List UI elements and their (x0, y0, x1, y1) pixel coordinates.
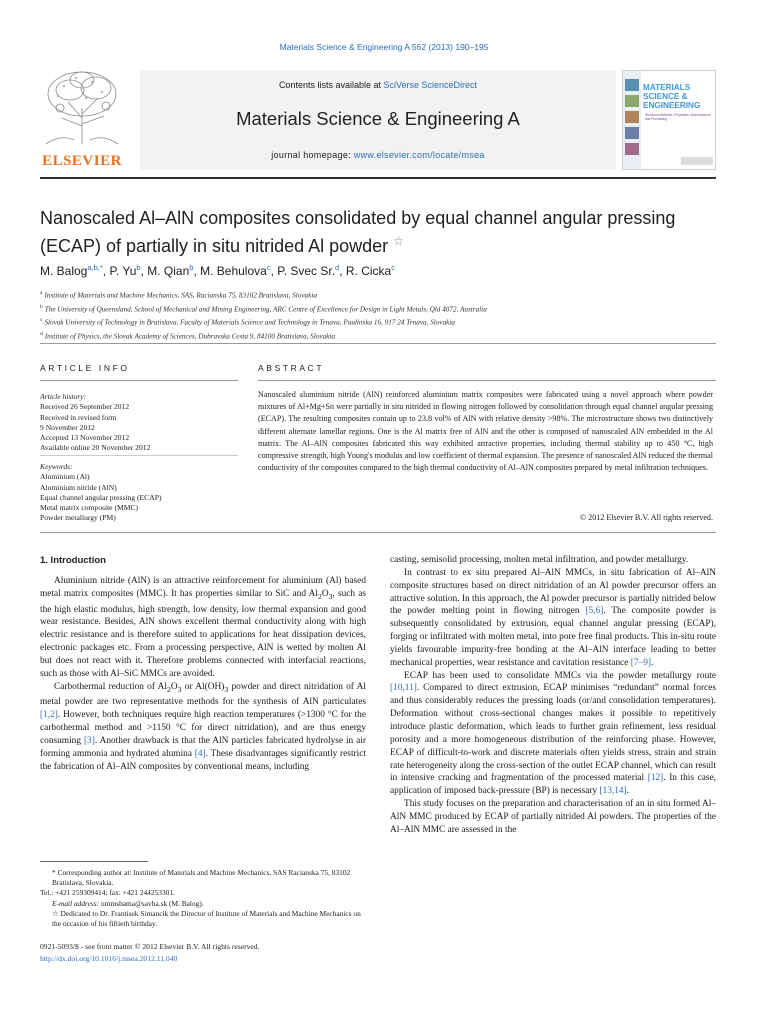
abstract-rule (258, 380, 716, 381)
author-list (40, 263, 720, 278)
article-history (40, 392, 240, 454)
subscript: 2 (167, 684, 171, 694)
abstract-heading: ABSTRACT (258, 363, 325, 373)
elsevier-wordmark: ELSEVIER (42, 153, 122, 169)
title-divider (40, 343, 716, 344)
cover-subtitle: Structural Materials: Properties, Microstructure and Processing (645, 113, 711, 121)
author-affiliation-mark[interactable]: d (335, 263, 340, 272)
email-address[interactable]: ummsbama@savba.sk (M. Balog). (101, 898, 204, 908)
footnote-rule (40, 861, 148, 862)
keywords-block (40, 462, 240, 524)
history-item: Available online 20 November 2012 (40, 443, 151, 453)
footnotes (40, 868, 370, 929)
author-affiliation-mark[interactable]: b (189, 263, 194, 272)
affiliation-tag: a (40, 290, 43, 296)
journal-cover-thumbnail[interactable] (622, 70, 716, 170)
keywords-label: Keywords: (40, 462, 73, 471)
email-label: E-mail address: (52, 898, 100, 908)
keyword-item: Aluminium (Al) (40, 472, 90, 482)
affiliation-text: Slovak University of Technology in Bratislava, Faculty of Materials Science and Technology in Trnava, Paulinska 16, 917 24 Trnava, Slovakia (44, 318, 455, 327)
subscript: 3 (177, 684, 182, 694)
history-items (40, 402, 240, 453)
citation-link[interactable]: [1,2] (40, 710, 58, 721)
author-name[interactable]: M. Behulova (200, 264, 267, 278)
article-info-heading: ARTICLE INFO (40, 363, 130, 373)
citation-link[interactable]: [4] (194, 748, 206, 759)
corresponding-author-mark[interactable]: * (99, 263, 103, 272)
dedication-star-icon: ☆ (52, 908, 59, 918)
footnote-tel: Tel.: +421 259309414; fax: +421 244253301. (40, 888, 175, 898)
keyword-item: Equal channel angular pressing (ECAP) (40, 492, 162, 502)
citation-link[interactable]: [3] (83, 735, 95, 746)
article-title (40, 207, 680, 258)
author-affiliation-mark[interactable]: b (136, 263, 141, 272)
body-paragraph: Carbothermal reduction of $Al_2O_3$ or $Al(OH)_3$ powder and direct nitridation of Al metal powder are two representative methods for the synthesis of AlN particulates [1,2]. However, both techniques require high reaction temperatures (>1300 °C for the carbothermal method and >1150 °C for direct nitridation), and are thus energy consuming [3]. Another drawback is that the AlN particles fabricated hydrolyse in air forming ammonia and hydrated alumina [4]. These disadvantages significantly restrict the fabrication of Al–AlN composites by conventional means, including (40, 681, 367, 772)
affiliation-tag: c (40, 317, 43, 324)
cover-title: MATERIALS SCIENCE & ENGINEERING (643, 83, 701, 110)
header-divider (40, 177, 716, 179)
affiliation-tag: d (40, 331, 43, 338)
body-paragraph: casting, semisolid processing, molten metal infiltration, and powder metallurgy. (390, 555, 689, 565)
abstract-text: Nanoscaled aluminium nitride (AlN) reinforced aluminium matrix composites were fabricated using a novel approach where powder mixtures of Al+Mg+Sn were partially in situ nitrided in flowing nitrogen followed by consolidation through equal channel angular pressing (ECAP). The resulting composites contain up to 23.8 vol% of AlN with relative density >98%. The microstructure shows two distinctively different alternate lamellar regions. One is the Al matrix free of AlN and the other is composed of nanoscaled AlN embedded in the Al matrix. The Al–AlN composites fabricated this way exhibited attractive properties, including thermal stability up to 450 °C, high compressive strength, high Young's modulus and low coefficient of thermal expansion. The presence of nanoscaled AlN reduced the thermal conductivity of the composites compared to the high thermal conductivity of Al–AlN composites prepared by metal infiltration techniques. (258, 390, 713, 473)
author-name[interactable]: M. Balog (40, 264, 88, 278)
journal-citation-link[interactable]: Materials Science & Engineering A 562 (2013) 190–195 (279, 42, 489, 52)
author-name[interactable]: P. Svec Sr. (277, 264, 336, 278)
issn-line: 0921-5093/$ - see front matter © 2012 Elsevier B.V. All rights reserved. (40, 942, 260, 951)
journal-homepage (140, 150, 616, 160)
affiliation (40, 329, 720, 343)
corresponding-text: Corresponding author at: Institute of Materials and Machine Mechanics, SAS Racianska 75, 83102 Bratislava, Slovakia. (52, 868, 351, 888)
history-item: Received in revised form (40, 412, 117, 422)
elsevier-logo (40, 68, 124, 168)
footnote-email (40, 899, 370, 909)
footnote-dedication (40, 909, 370, 929)
abstract-bottom-divider (40, 532, 716, 533)
citation-link[interactable]: [5,6] (585, 606, 604, 617)
section-heading-introduction: 1. Introduction (40, 555, 106, 566)
body-paragraph: Aluminium nitride (AlN) is an attractive reinforcement for aluminium (Al) based metal matrix composites (MMC). It has properties similar to SiC and $Al_2O_3$, such as the high elastic modulus, high strength, low density, low thermal expansion and good wear resistance. Besides, AlN shows excellent thermal conductivity along with high electric resistance and is therefore suited to applications for heat dissipation devices, electronic packages etc. From a processing perspective, AlN is wetted by molten Al but does not react with it. Therefore problems connected with interfacial reactions, such as those with Al–SiC MMCs are avoided. (40, 576, 366, 679)
contents-prefix: Contents lists available at (278, 80, 384, 90)
author-affiliation-mark[interactable]: c (266, 263, 271, 272)
homepage-prefix: journal homepage: (271, 150, 354, 160)
body-paragraph: In contrast to ex situ prepared Al–AlN MMCs, in situ fabrication of Al–AlN composite structures based on direct nitridation of an Al powder precursor offers an attractive solution. In this approach, the Al powder precursor is partially nitrided below the powder melting point in flowing nitrogen [5,6]. The composite powder is subsequently consolidated by extrusion, equal channel angular pressing (ECAP), forging or infiltrated with molten metal, into pore free final products. This in-situ route yields favourable impurity-free bonding at the Al–AlN interface leading to better mechanical properties, wear resistance and cavitation resistance [7–9]. (390, 567, 716, 668)
homepage-link[interactable]: www.elsevier.com/locate/msea (353, 150, 485, 160)
dedication-text: Dedicated to Dr. Frantisek Simancik the Director of Institute of Materials and Machine Mechanics on the occasion of his fiftieth birthday. (52, 908, 361, 929)
author-affiliation-mark[interactable]: a,b, (87, 263, 100, 272)
keyword-items (40, 472, 240, 523)
author-affiliation-mark[interactable]: c (391, 263, 395, 272)
author-separator: , (193, 264, 201, 278)
affiliation-tag: b (40, 303, 43, 310)
body-paragraph: ECAP has been used to consolidate MMCs via the powder metallurgy route [10,11]. Compared to direct extrusion, ECAP minimises “redundant” normal forces and thus considerably reduces the pressing loads (or/and consolidation temperatures). Deformation without cross-sectional changes makes it possible to repetitively introduce plastic deformation, which leads to further grain refinement, less residual porosity and a more homogeneous distribution of the reinforcing phase. However, ECAP of difficult-to-work and discrete materials often yields stress, strain and strain rate heterogeneity along the cross-section of the outlet ECAP channel, which can result in intensive cracking and fragmentation of the processed material [12]. In this case, application of imposed back-pressure (BP) is necessary [13,14]. (390, 670, 716, 797)
keyword-item: Aluminium nitride (AlN) (40, 482, 117, 492)
affiliation-text: Institute of Physics, the Slovak Academy of Sciences, Dubravska Cesta 9, 84100 Bratislava, Slovakia (44, 332, 336, 341)
doi-link[interactable]: http://dx.doi.org/10.1016/j.msea.2012.11.040 (40, 954, 178, 963)
history-keywords-rule (40, 455, 238, 456)
history-item: 9 November 2012 (40, 422, 95, 432)
citation-link[interactable]: [12] (647, 773, 664, 784)
author-separator: , (339, 264, 346, 278)
subscript: 3 (328, 591, 333, 601)
affiliation-text: The University of Queensland, School of Mechanical and Mining Engineering, ARC Centre of Excellence for Design in Light Metals, Qld 4072, Australia (44, 305, 487, 314)
corresponding-mark: * (52, 868, 56, 877)
affiliation (40, 302, 720, 316)
subscript: 2 (317, 591, 322, 601)
author-name[interactable]: M. Qian (147, 264, 190, 278)
affiliation (40, 288, 720, 302)
article-info-rule (40, 380, 238, 381)
contents-line (140, 80, 616, 90)
author-name[interactable]: R. Cicka (345, 264, 392, 278)
keyword-item: Powder metallurgy (PM) (40, 513, 116, 523)
citation-link[interactable]: [10,11] (390, 683, 417, 694)
keyword-item: Metal matrix composite (MMC) (40, 503, 139, 513)
history-item: Accepted 13 November 2012 (40, 433, 130, 443)
footnote-corresponding (40, 868, 370, 888)
body-column-right (390, 554, 716, 837)
history-item: Received 26 September 2012 (40, 402, 130, 412)
citation-link[interactable]: [13,14] (599, 786, 627, 797)
sciencedirect-link[interactable]: SciVerse ScienceDirect (383, 80, 478, 90)
history-label: Article history: (40, 392, 87, 401)
body-column-left (40, 575, 366, 773)
affiliation (40, 315, 720, 329)
article-title-text: Nanoscaled Al–AlN composites consolidated by equal channel angular pressing (ECAP) of partially in situ nitrided Al powder (40, 208, 676, 256)
subscript: 3 (224, 684, 229, 694)
elsevier-tree-icon (40, 68, 124, 146)
affiliation-list (40, 288, 720, 343)
bottom-publication-info (40, 941, 370, 965)
author-name[interactable]: P. Yu (109, 264, 137, 278)
journal-title: Materials Science & Engineering A (236, 108, 520, 129)
author-separator: , (102, 264, 110, 278)
author-separator: , (140, 264, 148, 278)
abstract-copyright: © 2012 Elsevier B.V. All rights reserved. (579, 513, 713, 522)
citation-link[interactable]: [7–9] (630, 657, 651, 668)
body-paragraph: This study focuses on the preparation and characterisation of an in situ formed Al–AlN MMC produced by ECAP of partially nitrided Al powders. The properties of the Al–AlN MMC are assessed in the (390, 799, 716, 835)
title-footnote-star-icon[interactable]: ☆ (393, 234, 404, 248)
author-separator: , (270, 264, 278, 278)
affiliation-text: Institute of Materials and Machine Mechanics, SAS, Racianska 75, 83102 Bratislava, Slovakia (44, 291, 317, 300)
